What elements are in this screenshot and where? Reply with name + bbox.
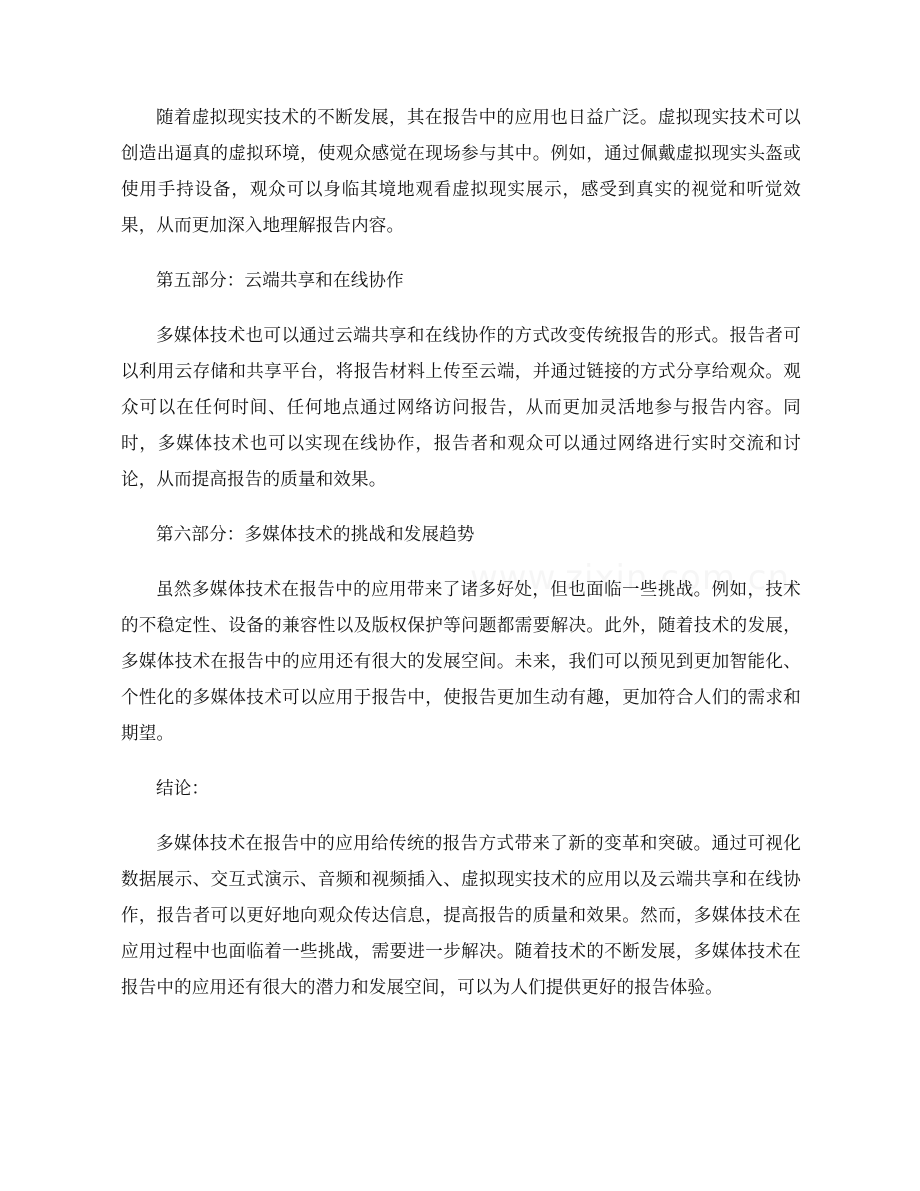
section-heading-part5: 第五部分：云端共享和在线协作	[156, 271, 404, 291]
paragraph-challenges: 虽然多媒体技术在报告中的应用带来了诸多好处，但也面临一些挑战。例如，技术的不稳定性、设备的兼容性以及版权保护等问题都需要解决。此外，随着技术的发展，多媒体技术在报告中的应用还有很大的发展空间。未来，我们可以预见到更加智能化、个性化的多媒体技术可以应用于报告中，使报告更加生动有趣，更加符合人们的需求和期望。	[121, 580, 801, 744]
paragraph-vr: 随着虚拟现实技术的不断发展，其在报告中的应用也日益广泛。虚拟现实技术可以创造出逼真的虚拟环境，使观众感觉在现场参与其中。例如，通过佩戴虚拟现实头盔或使用手持设备，观众可以身临其境地观看虚拟现实展示，感受到真实的视觉和听觉效果，从而更加深入地理解报告内容。	[121, 108, 801, 236]
document-body	[121, 100, 801, 1006]
paragraph-cloud: 多媒体技术也可以通过云端共享和在线协作的方式改变传统报告的形式。报告者可以利用云存储和共享平台，将报告材料上传至云端，并通过链接的方式分享给观众。观众可以在任何时间、任何地点通过网络访问报告，从而更加灵活地参与报告内容。同时，多媒体技术也可以实现在线协作，报告者和观众可以通过网络进行实时交流和讨论，从而提高报告的质量和效果。	[121, 326, 801, 490]
section-heading-conclusion: 结论：	[156, 779, 210, 799]
section-heading-part6: 第六部分：多媒体技术的挑战和发展趋势	[156, 525, 475, 545]
paragraph-conclusion: 多媒体技术在报告中的应用给传统的报告方式带来了新的变革和突破。通过可视化数据展示、交互式演示、音频和视频插入、虚拟现实技术的应用以及云端共享和在线协作，报告者可以更好地向观众传达信息，提高报告的质量和效果。然而，多媒体技术在应用过程中也面临着一些挑战，需要进一步解决。随着技术的不断发展，多媒体技术在报告中的应用还有很大的潜力和发展空间，可以为人们提供更好的报告体验。	[121, 834, 801, 998]
